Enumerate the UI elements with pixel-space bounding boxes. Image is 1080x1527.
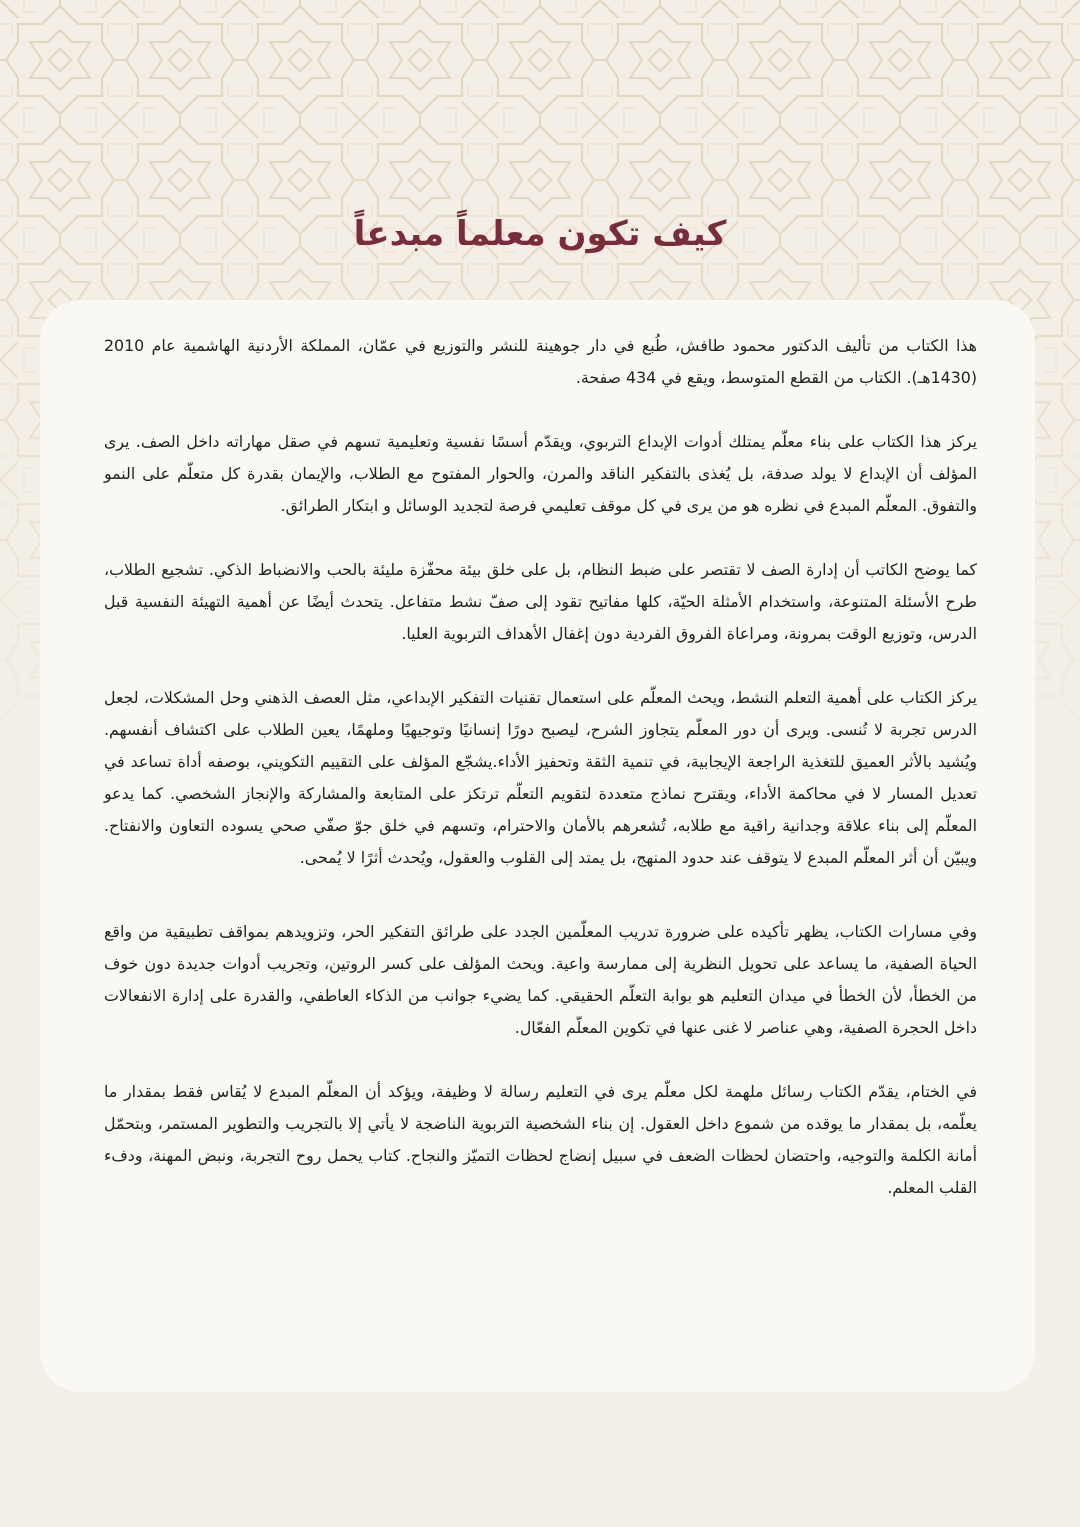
paragraph: هذا الكتاب من تأليف الدكتور محمود طافش، طُبع في دار جوهينة للنشر والتوزيع في عمّان، المملكة الأردنية الهاشمية عام 2010 (1430هـ). الكتاب من القطع المتوسط، ويقع في 434 صفحة.	[104, 336, 977, 387]
paragraph: وفي مسارات الكتاب، يظهر تأكيده على ضرورة تدريب المعلّمين الجدد على طرائق التفكير الحر، وتزويدهم بمواقف تطبيقية من واقع الحياة الصفية، ما يساعد على تحويل النظرية إلى ممارسة واعية. ويحث المؤلف على كسر الروتين، وتجريب أدوات جديدة دون خوف من الخطأ، لأن الخطأ في ميدان التعليم هو بوابة التعلّم الحقيقي. كما يضيء جوانب من الذكاء العاطفي، والقدرة على إدارة الانفعالات داخل الحجرة الصفية، وهي عناصر لا غنى عنها في تكوين المعلّم الفعّال.	[104, 922, 977, 1037]
paragraph: يركز الكتاب على أهمية التعلم النشط، ويحث المعلّم على استعمال تقنيات التفكير الإبداعي، مثل العصف الذهني وحل المشكلات، لجعل الدرس تجربة لا تُنسى. ويرى أن دور المعلّم يتجاوز الشرح، ليصبح دورًا إنسانيًا وتوجيهيًا وملهمًا، يعين الطلاب على اكتشاف أنفسهم. ويُشيد بالأثر العميق للتغذية الراجعة الإيجابية، في تنمية الثقة وتحفيز الأداء.يشجّع المؤلف على التقييم التكويني، بوصفه أداة تساعد في تعديل المسار لا في محاكمة الأداء، ويقترح نماذج متعددة لتقويم التعلّم ترتكز على المتابعة والمشاركة والإنجاز الشخصي. كما يدعو المعلّم إلى بناء علاقة وجدانية راقية مع طلابه، تُشعرهم بالأمان والاحترام، وتسهم في خلق جوّ صفّي صحي يسوده التعاون والانفتاح. ويبيّن أن أثر المعلّم المبدع لا يتوقف عند حدود المنهج، بل يمتد إلى القلوب والعقول، ويُحدث أثرًا لا يُمحى.	[104, 688, 977, 867]
paragraph: يركز هذا الكتاب على بناء معلّم يمتلك أدوات الإبداع التربوي، ويقدّم أسسًا نفسية وتعليمية تسهم في صقل مهاراته داخل الصف. يرى المؤلف أن الإبداع لا يولد صدفة، بل يُغذى بالتفكير الناقد والمرن، والحوار المفتوح مع الطلاب، والإيمان بقدرة كل متعلّم على النمو والتفوق. المعلّم المبدع في نظره هو من يرى في كل موقف تعليمي فرصة لتجديد الوسائل و ابتكار الطرائق.	[104, 432, 977, 515]
paragraph: كما يوضح الكاتب أن إدارة الصف لا تقتصر على ضبط النظام، بل على خلق بيئة محفّزة مليئة بالحب والانضباط الذكي. تشجيع الطلاب، طرح الأسئلة المتنوعة، واستخدام الأمثلة الحيّة، كلها مفاتيح تقود إلى صفّ نشط متفاعل. يتحدث أيضًا عن أهمية التهيئة النفسية قبل الدرس، وتوزيع الوقت بمرونة، ومراعاة الفروق الفردية دون إغفال الأهداف التربوية العليا.	[104, 560, 977, 643]
paragraph: في الختام، يقدّم الكتاب رسائل ملهمة لكل معلّم يرى في التعليم رسالة لا وظيفة، ويؤكد أن المعلّم المبدع لا يُقاس فقط بمقدار ما يعلّمه، بل بمقدار ما يوقده من شموع داخل العقول. إن بناء الشخصية التربوية الناضجة لا يأتي إلا بالتجريب والتطوير المستمر، وبتحمّل أمانة الكلمة والتوجيه، واحتضان لحظات الضعف في سبيل إنضاج لحظات التميّز والنجاح. كتاب يحمل روح التجربة، ونبض المهنة، ودفء القلب المعلم.	[104, 1082, 977, 1197]
article-body	[104, 330, 977, 1236]
page-title: كيف تكون معلماً مبدعاً	[353, 214, 727, 254]
